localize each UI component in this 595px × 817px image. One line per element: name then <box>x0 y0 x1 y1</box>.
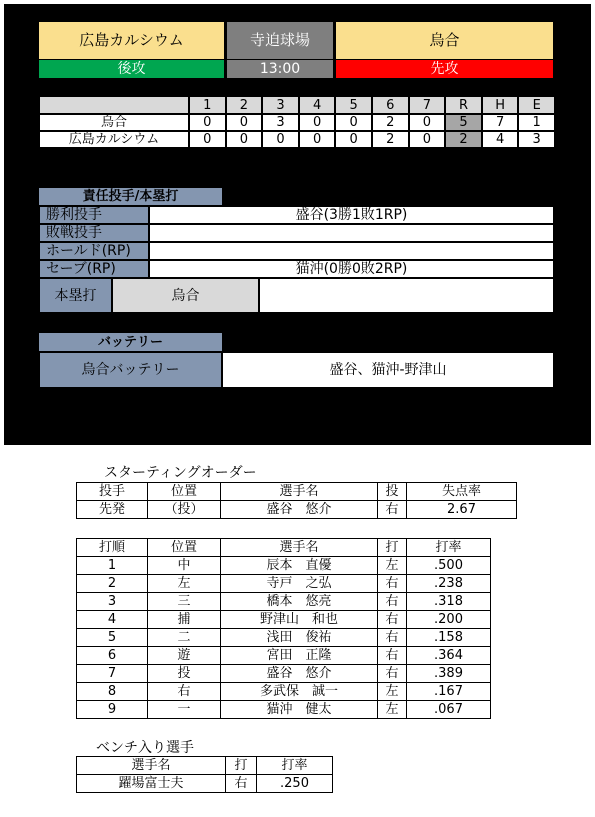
table-cell: .067 <box>407 701 491 719</box>
table-cell: 右 <box>378 501 407 519</box>
linescore-header-corner <box>39 96 189 114</box>
linescore-header-6: 6 <box>372 96 409 114</box>
save-pitcher-label: セーブ(RP) <box>39 260 149 278</box>
table-cell: .238 <box>407 575 491 593</box>
table-cell: 2.67 <box>407 501 517 519</box>
table-row <box>77 683 491 701</box>
table-cell: 6 <box>77 647 148 665</box>
table-row <box>77 665 491 683</box>
table-cell: .158 <box>407 629 491 647</box>
table-cell: 宮田 正隆 <box>221 647 378 665</box>
table-cell: 右 <box>226 775 257 793</box>
table-cell: 3 <box>77 593 148 611</box>
table-cell: 左 <box>378 683 407 701</box>
table-cell: 5 <box>77 629 148 647</box>
linescore-score: 0 <box>226 114 263 131</box>
table-cell: 1 <box>77 557 148 575</box>
table-cell: 投手 <box>77 483 148 501</box>
table-cell: 左 <box>148 575 221 593</box>
linescore-header-3: 3 <box>262 96 299 114</box>
table-cell: 遊 <box>148 647 221 665</box>
table-cell: 打 <box>378 539 407 557</box>
linescore-score: 7 <box>482 114 519 131</box>
table-row <box>77 775 333 793</box>
battery-value: 盛谷、猫沖-野津山 <box>222 352 554 388</box>
table-cell: 選手名 <box>221 539 378 557</box>
hold-pitcher-value <box>149 242 554 260</box>
table-cell: 先発 <box>77 501 148 519</box>
table-cell: .167 <box>407 683 491 701</box>
starting-pitcher-table <box>76 482 517 519</box>
away-side-label: 先攻 <box>336 60 553 78</box>
table-cell: （投） <box>148 501 221 519</box>
linescore-score: 0 <box>409 114 446 131</box>
table-cell: 一 <box>148 701 221 719</box>
linescore-runs: 2 <box>445 131 482 148</box>
linescore-score: 0 <box>409 131 446 148</box>
game-time: 13:00 <box>227 60 333 78</box>
table-cell: 打順 <box>77 539 148 557</box>
table-row <box>77 593 491 611</box>
table-cell: 二 <box>148 629 221 647</box>
linescore-header-H: H <box>482 96 519 114</box>
table-cell: 中 <box>148 557 221 575</box>
battery-label: 烏合バッテリー <box>39 352 222 388</box>
table-cell: 右 <box>378 593 407 611</box>
linescore-header-R: R <box>445 96 482 114</box>
table-cell: .500 <box>407 557 491 575</box>
table-cell: 打率 <box>407 539 491 557</box>
linescore-score: 1 <box>518 114 555 131</box>
table-cell: 位置 <box>148 539 221 557</box>
loss-pitcher-label: 敗戦投手 <box>39 224 149 242</box>
linescore-score: 0 <box>189 114 226 131</box>
table-cell: .389 <box>407 665 491 683</box>
table-header-row <box>77 539 491 557</box>
linescore-header-5: 5 <box>335 96 372 114</box>
scoreboard-panel <box>4 4 591 445</box>
home-run-label: 本塁打 <box>39 278 112 313</box>
linescore-team-name: 広島カルシウム <box>39 131 189 148</box>
table-cell: 多武保 誠一 <box>221 683 378 701</box>
table-cell: 選手名 <box>77 757 226 775</box>
table-cell: 寺戸 之弘 <box>221 575 378 593</box>
table-cell: 右 <box>148 683 221 701</box>
win-pitcher-label: 勝利投手 <box>39 206 149 224</box>
table-cell: 4 <box>77 611 148 629</box>
hold-pitcher-label: ホールド(RP) <box>39 242 149 260</box>
table-row <box>77 629 491 647</box>
table-row <box>77 611 491 629</box>
table-cell: .200 <box>407 611 491 629</box>
bench-title: ベンチ入り選手 <box>96 740 194 756</box>
table-row <box>77 647 491 665</box>
home-run-value <box>259 278 554 313</box>
table-cell: 盛谷 悠介 <box>221 665 378 683</box>
table-cell: 捕 <box>148 611 221 629</box>
table-cell: 三 <box>148 593 221 611</box>
table-cell: 打率 <box>257 757 333 775</box>
table-cell: 盛谷 悠介 <box>221 501 378 519</box>
table-cell: .318 <box>407 593 491 611</box>
table-cell: 打 <box>226 757 257 775</box>
table-cell: 右 <box>378 647 407 665</box>
table-cell: 9 <box>77 701 148 719</box>
linescore-header-4: 4 <box>299 96 336 114</box>
linescore-score: 0 <box>226 131 263 148</box>
table-row <box>77 575 491 593</box>
linescore-header-7: 7 <box>409 96 446 114</box>
linescore-score: 3 <box>518 131 555 148</box>
home-side-label: 後攻 <box>39 60 224 78</box>
table-cell: 橋本 悠亮 <box>221 593 378 611</box>
linescore-runs: 5 <box>445 114 482 131</box>
battery-section-title: バッテリー <box>39 333 222 351</box>
table-row <box>77 501 517 519</box>
linescore-score: 0 <box>335 131 372 148</box>
linescore-header-1: 1 <box>189 96 226 114</box>
linescore-score: 0 <box>189 131 226 148</box>
linescore-score: 0 <box>262 131 299 148</box>
linescore-score: 2 <box>372 131 409 148</box>
pitchers-section-title: 責任投手/本塁打 <box>39 188 222 205</box>
table-cell: 投 <box>378 483 407 501</box>
linescore-score: 3 <box>262 114 299 131</box>
away-team-name: 烏合 <box>336 22 553 59</box>
table-cell: 右 <box>378 611 407 629</box>
linescore-team-name: 烏合 <box>39 114 189 131</box>
linescore-header-E: E <box>518 96 555 114</box>
table-cell: 左 <box>378 701 407 719</box>
table-cell: 2 <box>77 575 148 593</box>
table-cell: 選手名 <box>221 483 378 501</box>
linescore-score: 2 <box>372 114 409 131</box>
table-cell: 浅田 俊祐 <box>221 629 378 647</box>
table-cell: 失点率 <box>407 483 517 501</box>
table-cell: 左 <box>378 557 407 575</box>
table-header-row <box>77 483 517 501</box>
table-cell: 右 <box>378 575 407 593</box>
table-cell: 猫沖 健太 <box>221 701 378 719</box>
save-pitcher-value: 猫沖(0勝0敗2RP) <box>149 260 554 278</box>
table-cell: 8 <box>77 683 148 701</box>
table-cell: 野津山 和也 <box>221 611 378 629</box>
table-cell: 右 <box>378 629 407 647</box>
loss-pitcher-value <box>149 224 554 242</box>
table-cell: 躍場富士夫 <box>77 775 226 793</box>
table-cell: .250 <box>257 775 333 793</box>
linescore-header-2: 2 <box>226 96 263 114</box>
table-cell: 投 <box>148 665 221 683</box>
table-cell: 辰本 直優 <box>221 557 378 575</box>
starting-order-title: スターティングオーダー <box>104 465 257 481</box>
table-cell: .364 <box>407 647 491 665</box>
linescore-score: 0 <box>299 131 336 148</box>
batting-order-table <box>76 538 491 719</box>
home-team-name: 広島カルシウム <box>39 22 224 59</box>
table-cell: 7 <box>77 665 148 683</box>
linescore-score: 4 <box>482 131 519 148</box>
table-header-row <box>77 757 333 775</box>
home-run-team: 烏合 <box>112 278 259 313</box>
table-row <box>77 701 491 719</box>
linescore-score: 0 <box>299 114 336 131</box>
stadium-name: 寺迫球場 <box>227 22 333 59</box>
win-pitcher-value: 盛谷(3勝1敗1RP) <box>149 206 554 224</box>
table-cell: 右 <box>378 665 407 683</box>
linescore-score: 0 <box>335 114 372 131</box>
table-cell: 位置 <box>148 483 221 501</box>
table-row <box>77 557 491 575</box>
bench-table <box>76 756 333 793</box>
